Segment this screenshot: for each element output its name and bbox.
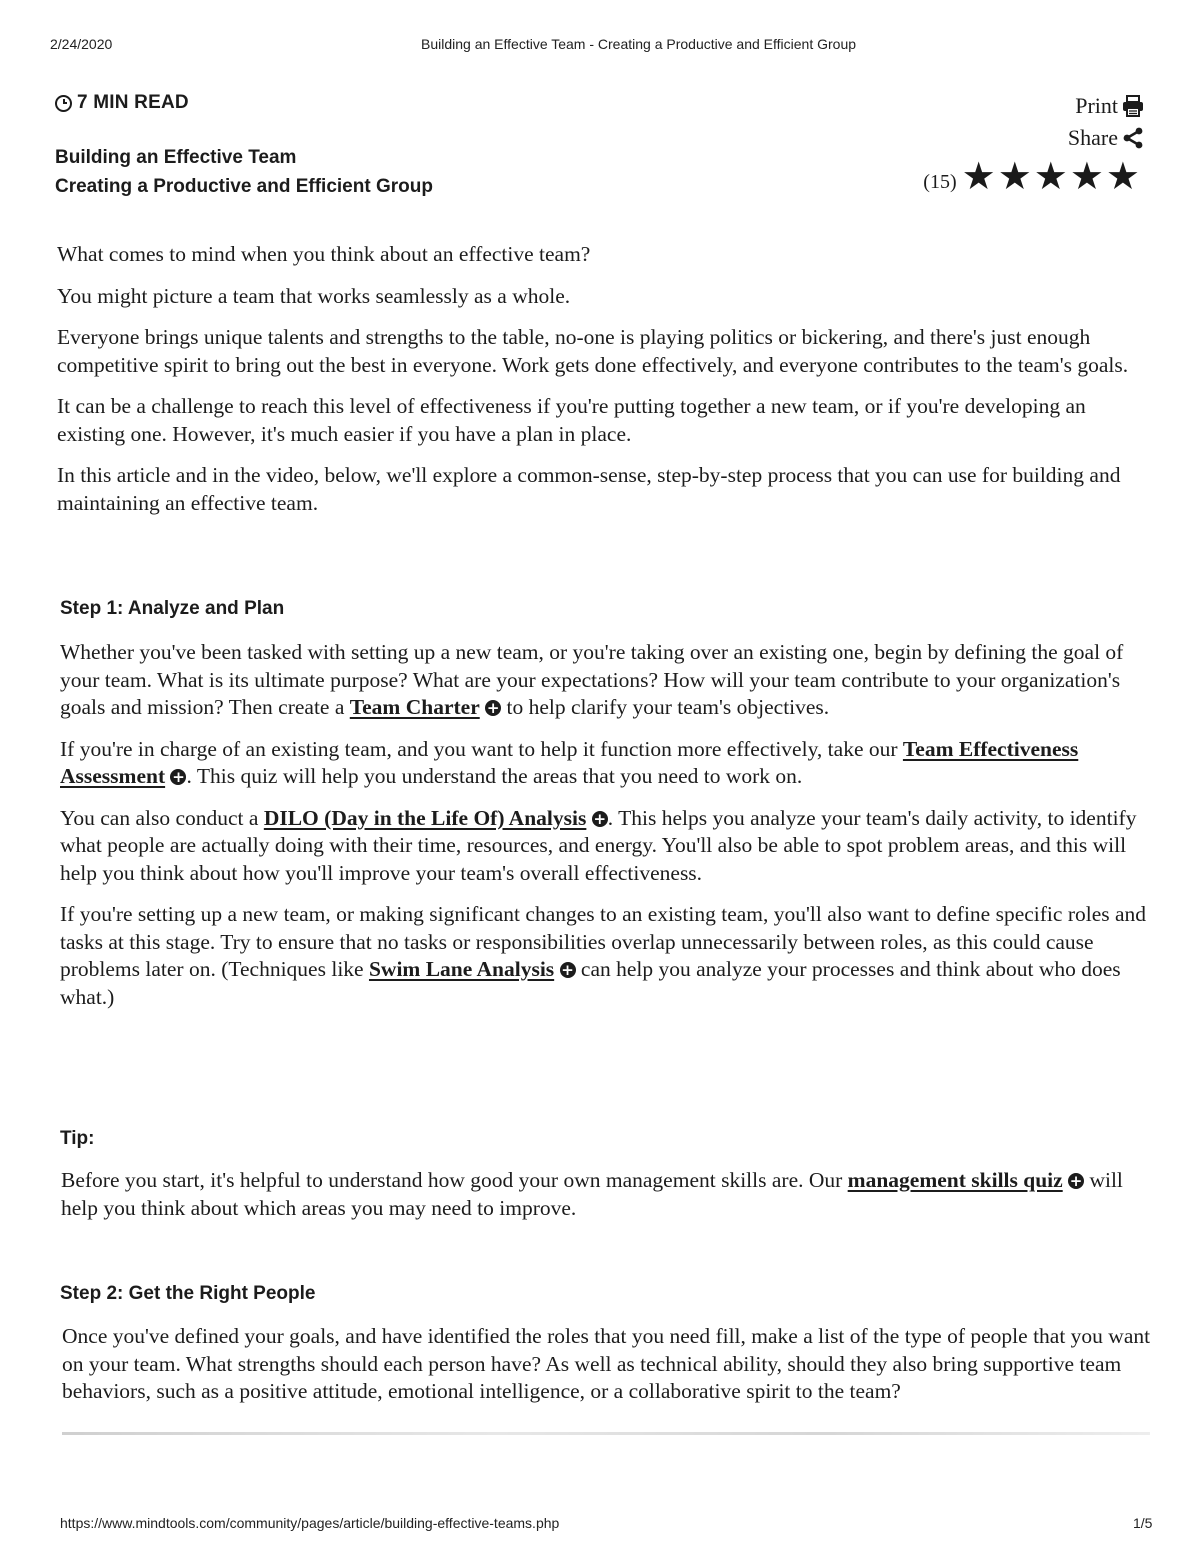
clock-icon [55, 95, 72, 112]
step1-paragraph [60, 639, 1150, 722]
intro-paragraph: It can be a challenge to reach this level of effectiveness if you're putting together a new team, or if you're developing an existing one. However, it's much easier if you have a plan in place. [57, 394, 1086, 446]
article-title [55, 143, 433, 201]
step2-body [62, 1323, 1152, 1406]
print-button[interactable] [1068, 90, 1144, 122]
article-tools [1068, 90, 1144, 154]
star-icon[interactable]: ★ [1069, 156, 1104, 198]
text: If you're setting up a new team, or making significant changes to an existing team, you'll also want to define specific roles and tasks at this stage. Try to ensure that no tasks or responsibilities overlap unnecessarily between roles, as this could cause problems later on. (Techniques like [60, 902, 1147, 981]
step1-body [60, 639, 1150, 1011]
step1-heading: Step 1: Analyze and Plan [60, 598, 285, 619]
text: can help you analyze your processes and think about who does what.) [60, 957, 1121, 1009]
text: If you're in charge of an existing team, and you want to help it function more effectively, take our [60, 736, 903, 761]
management-skills-quiz-link[interactable]: management skills quiz [847, 1168, 1063, 1192]
article-title-main: Building an Effective Team [55, 147, 297, 168]
print-header-title: Building an Effective Team - Creating a Productive and Efficient Group [421, 36, 857, 52]
tip-paragraph [61, 1167, 1151, 1222]
text: will help you think about which areas you may need to improve. [61, 1168, 1123, 1220]
share-icon [1122, 127, 1144, 149]
step1-paragraph [60, 805, 1150, 888]
plus-circle-icon[interactable]: + [1069, 1172, 1083, 1190]
star-icon[interactable]: ★ [961, 156, 996, 198]
text: Before you start, it's helpful to understand how good your own management skills are. Our [61, 1168, 848, 1192]
tip-body [61, 1167, 1151, 1222]
print-footer-url: https://www.mindtools.com/community/pages/article/building-effective-teams.php [60, 1515, 560, 1531]
team-charter-link[interactable]: Team Charter [349, 695, 480, 719]
tip-heading: Tip: [60, 1128, 95, 1149]
swim-lane-analysis-link[interactable]: Swim Lane Analysis [368, 957, 555, 981]
plus-circle-icon[interactable]: + [561, 961, 574, 979]
step2-heading: Step 2: Get the Right People [60, 1283, 316, 1304]
intro [57, 241, 1147, 517]
printer-icon [1122, 95, 1144, 117]
text: . This helps you analyze your team's daily activity, to identify what people are actually doing with their time, resources, and energy. You'll also be able to spot problem areas, and this will help you think about how you'll improve your team's overall effectiveness. [60, 805, 1137, 885]
text: You can also conduct a [60, 805, 264, 830]
text: Whether you've been tasked with setting up a new team, or you're taking over an existing one, begin by defining the goal of your team. What is its ultimate purpose? What are your expectations? How will your team contribute to your organization's goals and mission? Then create a [60, 640, 1124, 719]
print-footer-page: 1/5 [1133, 1515, 1153, 1531]
intro-paragraph: You might picture a team that works seamlessly as a whole. [57, 283, 571, 308]
step2-paragraph: Once you've defined your goals, and have identified the roles that you need fill, make a list of the type of people that you want on your team. What strengths should each person have? As well as technical ability, should they also bring supportive team behaviors, such as a positive attitude, emotional intelligence, or a collaborative spirit to the team? [62, 1324, 1151, 1403]
print-label: Print [1075, 93, 1118, 118]
dilo-analysis-link[interactable]: DILO (Day in the Life Of) Analysis [263, 805, 587, 830]
team-effectiveness-assessment-link[interactable]: Team Effectiveness Assessment [60, 736, 1079, 788]
page-divider [62, 1432, 1150, 1435]
rating [923, 158, 1140, 196]
intro-paragraph: What comes to mind when you think about an effective team? [57, 242, 591, 266]
share-button[interactable] [1068, 122, 1144, 154]
plus-circle-icon[interactable]: + [593, 809, 607, 828]
star-icon[interactable]: ★ [997, 156, 1032, 198]
text: to help clarify your team's objectives. [501, 695, 830, 719]
plus-circle-icon[interactable]: + [486, 699, 500, 717]
intro-paragraph: Everyone brings unique talents and strengths to the table, no-one is playing politics or bickering, and there's just enough competitive spirit to bring out the best in everyone. Work gets done effectively, and everyone contributes to the team's goals. [57, 325, 1129, 377]
star-icon[interactable]: ★ [1033, 156, 1068, 198]
share-label: Share [1067, 125, 1118, 150]
step1-paragraph [60, 736, 1150, 791]
print-header-date: 2/24/2020 [50, 36, 113, 52]
star-icon[interactable]: ★ [1105, 156, 1140, 198]
rating-count: (15) [923, 170, 957, 193]
article-title-subtitle: Creating a Productive and Efficient Group [55, 176, 433, 197]
plus-circle-icon[interactable]: + [172, 768, 185, 786]
read-time [55, 92, 189, 114]
text: . This quiz will help you understand the areas that you need to work on. [186, 764, 803, 788]
step1-paragraph [60, 901, 1150, 1011]
read-time-label: 7 MIN READ [77, 92, 189, 113]
rating-stars[interactable] [962, 158, 1140, 196]
intro-paragraph: In this article and in the video, below, we'll explore a common-sense, step-by-step process that you can use for building and maintaining an effective team. [57, 463, 1121, 515]
